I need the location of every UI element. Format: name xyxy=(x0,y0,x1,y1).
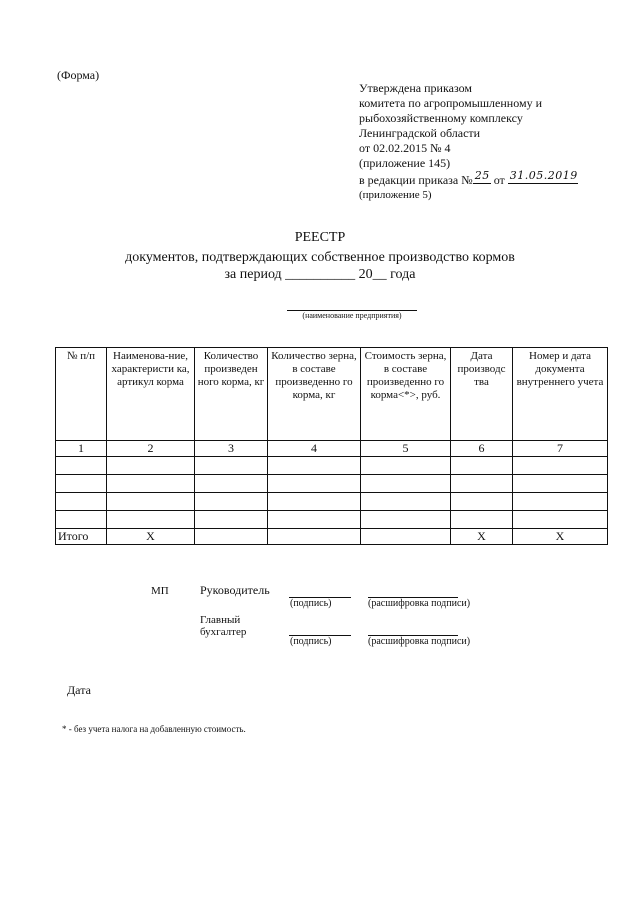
approval-line: (приложение 5) xyxy=(359,189,432,201)
head-label: Руководитель xyxy=(200,583,270,597)
document-period: за период __________ 20__ года xyxy=(224,267,416,282)
approval-line: Утверждена приказом xyxy=(359,81,472,95)
decode-caption: (расшифровка подписи) xyxy=(368,598,471,609)
column-number-row xyxy=(56,441,608,457)
approval-line: (приложение 145) xyxy=(359,156,451,170)
header-cell: Номер и дата документа внутреннего учета xyxy=(513,348,608,441)
header-cell: Наименова-ние, характеристи ка, артикул корма xyxy=(107,348,195,441)
column-number: 1 xyxy=(56,441,107,457)
total-cell xyxy=(268,529,361,545)
table-row xyxy=(56,493,608,511)
organization-caption: (наименование предприятия) xyxy=(302,311,402,320)
approval-line: от 02.02.2015 № 4 xyxy=(359,141,451,155)
column-number: 3 xyxy=(195,441,268,457)
signature-caption: (подпись) xyxy=(290,636,332,647)
document-subtitle: документов, подтверждающих собственное производство кормов xyxy=(125,250,515,265)
column-number: 2 xyxy=(107,441,195,457)
decode-caption: (расшифровка подписи) xyxy=(368,636,471,647)
column-number: 4 xyxy=(268,441,361,457)
registry-table xyxy=(55,347,608,545)
approval-amendment xyxy=(359,171,578,188)
header-cell: Количество произведен ного корма, кг xyxy=(195,348,268,441)
total-cell xyxy=(195,529,268,545)
date-label: Дата xyxy=(67,683,91,697)
total-row xyxy=(56,529,608,545)
approval-line: комитета по агропромышленному и xyxy=(359,96,542,110)
column-number: 6 xyxy=(451,441,513,457)
stamp-label: МП xyxy=(151,585,169,597)
amendment-from: от xyxy=(490,173,508,187)
handwritten-order-number: 25 xyxy=(474,169,490,182)
header-cell: Дата производс тва xyxy=(451,348,513,441)
total-cell: Х xyxy=(107,529,195,545)
header-cell: Стоимость зерна, в составе произведенно го корма<*>, руб. xyxy=(361,348,451,441)
amendment-prefix: в редакции приказа № xyxy=(359,173,473,187)
form-label: (Форма) xyxy=(57,68,100,82)
approval-line: рыбохозяйственному комплексу xyxy=(359,111,523,125)
handwritten-order-date: 31.05.2019 xyxy=(509,169,578,182)
table-row xyxy=(56,475,608,493)
total-cell xyxy=(361,529,451,545)
header-cell: № п/п xyxy=(56,348,107,441)
chief-accountant-label: Главный бухгалтер xyxy=(200,614,247,638)
organization-field xyxy=(287,310,417,320)
total-cell: Х xyxy=(451,529,513,545)
footnote: * - без учета налога на добавленную стоимость. xyxy=(62,724,246,734)
header-cell: Количество зерна, в составе произведенно го корма, кг xyxy=(268,348,361,441)
table-header-row xyxy=(56,348,608,441)
column-number: 5 xyxy=(361,441,451,457)
table-row xyxy=(56,457,608,475)
document-title: РЕЕСТР xyxy=(294,230,346,245)
approval-line: Ленинградской области xyxy=(359,126,481,140)
total-label: Итого xyxy=(56,529,107,545)
total-cell: Х xyxy=(513,529,608,545)
approval-block xyxy=(359,81,578,203)
signature-caption: (подпись) xyxy=(290,598,332,609)
column-number: 7 xyxy=(513,441,608,457)
table-row xyxy=(56,511,608,529)
